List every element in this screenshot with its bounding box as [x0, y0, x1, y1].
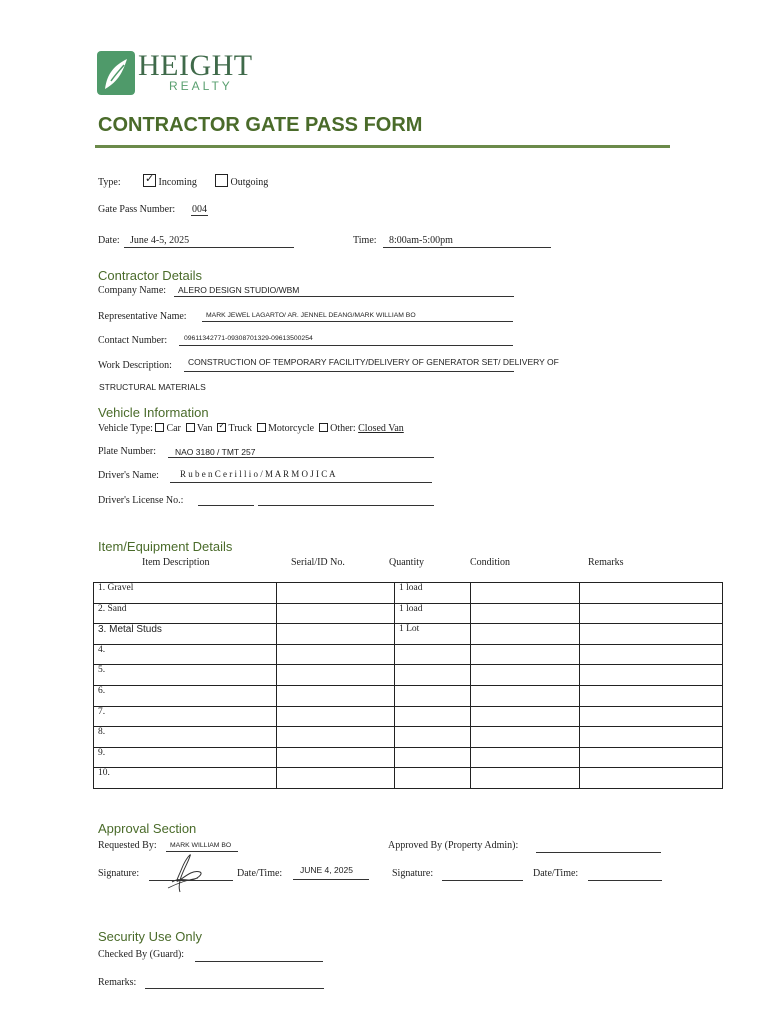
security-remarks-line[interactable]: [145, 987, 324, 989]
date-value[interactable]: June 4-5, 2025: [130, 235, 190, 246]
condition-cell[interactable]: [471, 644, 580, 665]
approver-signature-label: Signature:: [392, 868, 434, 879]
driver-label: Driver's Name:: [98, 470, 159, 481]
contractor-heading: Contractor Details: [98, 268, 203, 283]
remarks-cell[interactable]: [580, 603, 723, 624]
table-row: [94, 583, 723, 604]
remarks-cell[interactable]: [580, 706, 723, 727]
leaf-logo-icon: [97, 51, 135, 95]
other-checkbox[interactable]: [319, 423, 328, 432]
condition-cell[interactable]: [471, 583, 580, 604]
truck-label: Truck: [228, 423, 252, 434]
serial-cell[interactable]: [277, 727, 395, 748]
table-row: [94, 603, 723, 624]
car-checkbox[interactable]: [155, 423, 164, 432]
vehicle-heading: Vehicle Information: [98, 405, 209, 420]
gate-pass-label: Gate Pass Number:: [98, 204, 176, 215]
approver-datetime-label: Date/Time:: [533, 868, 579, 879]
incoming-label: Incoming: [158, 177, 197, 188]
items-table: [93, 582, 723, 789]
outgoing-checkbox[interactable]: [215, 174, 228, 187]
remarks-cell[interactable]: [580, 768, 723, 789]
time-value[interactable]: 8:00am-5:00pm: [389, 235, 453, 246]
item-description-cell[interactable]: 10.: [94, 768, 277, 789]
requested-value[interactable]: MARK WILLIAM BO: [170, 842, 232, 849]
serial-cell[interactable]: [277, 603, 395, 624]
van-checkbox[interactable]: [186, 423, 195, 432]
serial-cell[interactable]: [277, 768, 395, 789]
item-description-cell[interactable]: 6.: [94, 685, 277, 706]
outgoing-label: Outgoing: [230, 177, 269, 188]
checkmark-icon: ✓: [218, 421, 226, 430]
security-remarks-label: Remarks:: [98, 977, 137, 988]
rep-value[interactable]: MARK JEWEL LAGARTO/ AR. JENNEL DEANG/MARK WILLIAM BO: [206, 312, 416, 319]
table-row: [94, 685, 723, 706]
other-value[interactable]: Closed Van: [358, 423, 404, 434]
remarks-cell[interactable]: [580, 665, 723, 686]
serial-cell[interactable]: [277, 624, 395, 645]
approved-line: [536, 851, 661, 853]
requested-label: Requested By:: [98, 840, 157, 851]
condition-cell[interactable]: [471, 727, 580, 748]
item-description-cell[interactable]: 9.: [94, 747, 277, 768]
remarks-cell[interactable]: [580, 685, 723, 706]
requester-datetime-value[interactable]: JUNE 4, 2025: [300, 865, 353, 875]
remarks-cell[interactable]: [580, 727, 723, 748]
checked-by-line[interactable]: [195, 960, 323, 962]
remarks-cell[interactable]: [580, 747, 723, 768]
item-description-cell[interactable]: 2. Sand: [94, 603, 277, 624]
col-header-remarks: Remarks: [588, 557, 624, 568]
license-line-1: [198, 504, 254, 506]
condition-cell[interactable]: [471, 768, 580, 789]
motorcycle-checkbox[interactable]: [257, 423, 266, 432]
condition-cell[interactable]: [471, 747, 580, 768]
col-header-serial: Serial/ID No.: [291, 557, 345, 568]
checkmark-icon: ✓: [145, 172, 155, 185]
motorcycle-label: Motorcycle: [267, 423, 315, 434]
table-row: [94, 644, 723, 665]
date-label: Date:: [98, 235, 120, 246]
company-value[interactable]: ALERO DESIGN STUDIO/WBM: [178, 285, 300, 295]
security-heading: Security Use Only: [98, 929, 203, 944]
quantity-cell[interactable]: [395, 768, 471, 789]
condition-cell[interactable]: [471, 706, 580, 727]
logo-text-realty: REALTY: [169, 79, 233, 93]
table-row: [94, 624, 723, 645]
quantity-cell[interactable]: 1 load: [395, 583, 471, 604]
requester-signature-label: Signature:: [98, 868, 140, 879]
remarks-cell[interactable]: [580, 644, 723, 665]
gate-pass-value[interactable]: 004: [192, 204, 207, 215]
serial-cell[interactable]: [277, 665, 395, 686]
truck-checkbox[interactable]: [217, 423, 226, 432]
work-label: Work Description:: [98, 360, 172, 371]
item-description-cell[interactable]: 1. Gravel: [94, 583, 277, 604]
contact-line: [179, 344, 513, 346]
quantity-cell[interactable]: [395, 685, 471, 706]
item-description-cell[interactable]: 7.: [94, 706, 277, 727]
table-row: [94, 706, 723, 727]
plate-value[interactable]: NAO 3180 / TMT 257: [175, 447, 256, 457]
van-label: Van: [196, 423, 213, 434]
approved-label: Approved By (Property Admin):: [388, 840, 519, 851]
car-label: Car: [166, 423, 181, 434]
item-description-cell[interactable]: 5.: [94, 665, 277, 686]
contact-value[interactable]: 09611342771-09308701329-09613500254: [184, 335, 313, 342]
type-outgoing-option[interactable]: [215, 174, 268, 188]
table-row: [94, 665, 723, 686]
quantity-cell[interactable]: [395, 644, 471, 665]
title-divider: [95, 145, 670, 148]
driver-value[interactable]: R u b e n C e r i l l i o / M A R M O J I C A: [180, 469, 336, 479]
quantity-cell[interactable]: [395, 706, 471, 727]
time-line: [383, 246, 551, 248]
company-label: Company Name:: [98, 285, 167, 296]
work-line: [184, 370, 514, 372]
requester-datetime-label: Date/Time:: [237, 868, 283, 879]
approver-datetime-line: [588, 879, 662, 881]
company-logo: [97, 49, 253, 97]
checked-by-label: Checked By (Guard):: [98, 949, 185, 960]
item-description-cell[interactable]: 3. Metal Studs: [94, 624, 277, 645]
remarks-cell[interactable]: [580, 583, 723, 604]
approval-heading: Approval Section: [98, 821, 197, 836]
col-header-condition: Condition: [470, 557, 511, 568]
license-line-2: [258, 504, 434, 506]
date-line: [124, 246, 294, 248]
condition-cell[interactable]: [471, 685, 580, 706]
incoming-checkbox[interactable]: [143, 174, 156, 187]
rep-label: Representative Name:: [98, 311, 187, 322]
serial-cell[interactable]: [277, 644, 395, 665]
form-title: CONTRACTOR GATE PASS FORM: [98, 114, 423, 136]
quantity-cell[interactable]: [395, 665, 471, 686]
vehicle-type-row: [98, 423, 404, 434]
work-value-line2[interactable]: STRUCTURAL MATERIALS: [99, 382, 206, 392]
requester-datetime-line: [293, 878, 369, 880]
handwritten-signature-icon: [160, 850, 210, 896]
condition-cell[interactable]: [471, 624, 580, 645]
table-row: [94, 727, 723, 748]
quantity-cell[interactable]: [395, 747, 471, 768]
serial-cell[interactable]: [277, 583, 395, 604]
remarks-cell[interactable]: [580, 624, 723, 645]
table-row: [94, 768, 723, 789]
col-header-quantity: Quantity: [389, 557, 424, 568]
contact-label: Contact Number:: [98, 335, 168, 346]
serial-cell[interactable]: [277, 747, 395, 768]
quantity-cell[interactable]: [395, 727, 471, 748]
item-description-cell[interactable]: 8.: [94, 727, 277, 748]
quantity-cell[interactable]: 1 Lot: [395, 624, 471, 645]
work-value-line1[interactable]: CONSTRUCTION OF TEMPORARY FACILITY/DELIVERY OF GENERATOR SET/ DELIVERY OF: [188, 357, 559, 367]
item-description-cell[interactable]: 4.: [94, 644, 277, 665]
driver-line: [170, 481, 432, 483]
company-line: [174, 295, 514, 297]
rep-line: [202, 320, 513, 322]
quantity-cell[interactable]: 1 load: [395, 603, 471, 624]
plate-label: Plate Number:: [98, 446, 157, 457]
vehicle-type-label: Vehicle Type:: [98, 423, 153, 434]
col-header-description: Item Description: [142, 557, 210, 568]
time-label: Time:: [353, 235, 377, 246]
logo-text-height: HEIGHT: [138, 49, 253, 82]
license-label: Driver's License No.:: [98, 495, 184, 506]
serial-cell[interactable]: [277, 706, 395, 727]
other-label: Other:: [330, 423, 356, 434]
table-row: [94, 747, 723, 768]
type-incoming-option[interactable]: [143, 174, 197, 188]
type-label: Type:: [98, 177, 121, 188]
items-heading: Item/Equipment Details: [98, 539, 233, 554]
serial-cell[interactable]: [277, 685, 395, 706]
condition-cell[interactable]: [471, 603, 580, 624]
approver-signature-line: [442, 879, 523, 881]
condition-cell[interactable]: [471, 665, 580, 686]
